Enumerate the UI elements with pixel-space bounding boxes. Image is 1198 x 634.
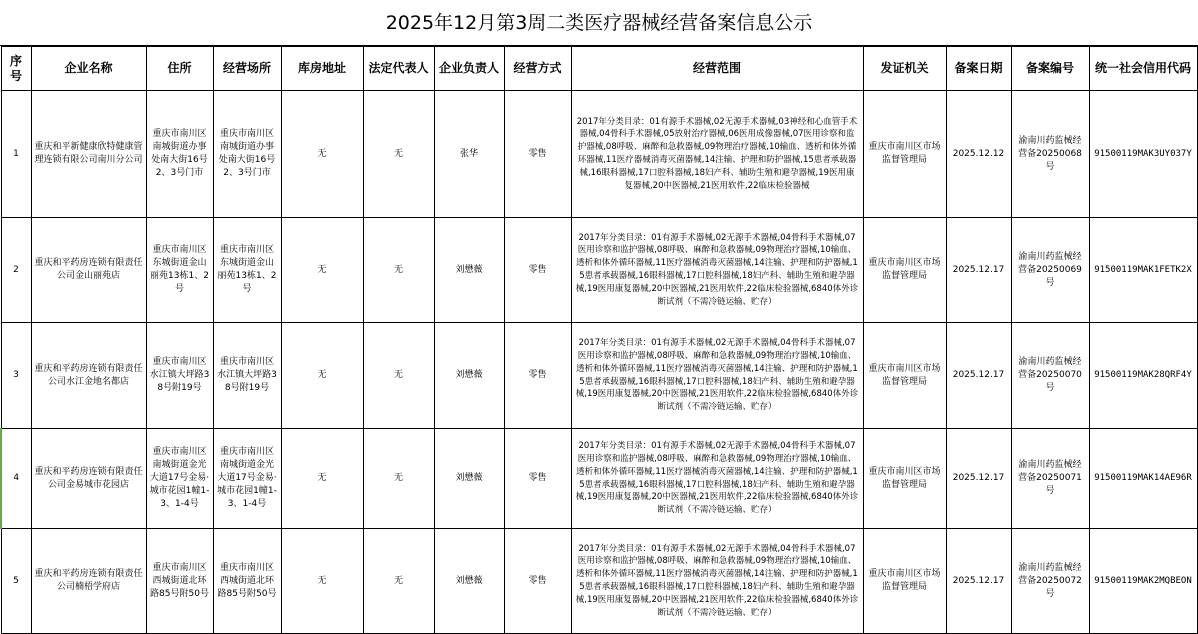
address-cell: 重庆市南川区东城街道金山丽苑13栋1、2号 (146, 218, 213, 323)
address-cell: 重庆市南川区西城街道北环路85号附50号 (146, 529, 213, 634)
warehouse-cell: 无 (281, 91, 363, 218)
header-cell: 经营范围 (571, 47, 863, 91)
header-cell: 序号 (1, 47, 31, 91)
header-cell: 经营方式 (504, 47, 571, 91)
manager-cell: 刘懋薇 (434, 529, 504, 634)
manager-cell: 张华 (434, 91, 504, 218)
company-name-cell: 重庆和平药房连锁有限责任公司水江金地名都店 (31, 323, 146, 429)
business-mode-cell: 零售 (504, 429, 571, 529)
credit-code-cell: 91500119MAK1FETK2X (1089, 218, 1197, 323)
page-title: 2025年12月第3周二类医疗器械经营备案信息公示 (0, 0, 1198, 46)
record-number-cell: 渝南川药监械经营备20250068号 (1011, 91, 1089, 218)
record-date-cell: 2025.12.17 (946, 218, 1011, 323)
record-number-cell: 渝南川药监械经营备20250070号 (1011, 323, 1089, 429)
header-cell: 住所 (146, 47, 213, 91)
record-number-cell: 渝南川药监械经营备20250069号 (1011, 218, 1089, 323)
business-site-cell: 重庆市南川区东城街道金山丽苑13栋1、2号 (213, 218, 281, 323)
record-date-cell: 2025.12.17 (946, 429, 1011, 529)
address-cell: 重庆市南川区南城街道办事处南大街16号2、3号门市 (146, 91, 213, 218)
company-name-cell: 重庆和平新健康欣特健康管理连锁有限公司南川分公司 (31, 91, 146, 218)
table-row (1, 218, 1197, 323)
record-date-cell: 2025.12.12 (946, 91, 1011, 218)
header-cell: 法定代表人 (363, 47, 434, 91)
company-name-cell: 重庆和平药房连锁有限责任公司楠梧学府店 (31, 529, 146, 634)
business-scope-cell: 2017年分类目录：01有源手术器械,02无源手术器械,04骨科手术器械,07医用诊察和监护器械,08呼吸、麻醉和急救器械,09物理治疗器械,10输血、透析和体外循环器械,11医疗器械消毒灭菌器械,14注输、护理和防护器械,15患者承载器械,16眼科器械,17口腔科器械,18妇产科、辅助生殖和避孕器械,19医用康复器械,20中医器械,21医用软件,22临床检验器械,6840体外诊断试剂（不需冷链运输、贮存） (571, 323, 863, 429)
company-name-cell: 重庆和平药房连锁有限责任公司金山丽苑店 (31, 218, 146, 323)
business-scope-cell: 2017年分类目录：01有源手术器械,02无源手术器械,03神经和心血管手术器械,04骨科手术器械,05放射治疗器械,06医用成像器械,07医用诊察和监护器械,08呼吸、麻醉和急救器械,09物理治疗器械,10输血、透析和体外循环器械,11医疗器械消毒灭菌器械,14注输、护理和防护器械,15患者承载器械,16眼科器械,17口腔科器械,18妇产科、辅助生殖和避孕器械,19医用康复器械,20中医器械,21医用软件,22临床检验器械 (571, 91, 863, 218)
record-date-cell: 2025.12.17 (946, 323, 1011, 429)
business-scope-cell: 2017年分类目录：01有源手术器械,02无源手术器械,04骨科手术器械,07医用诊察和监护器械,08呼吸、麻醉和急救器械,09物理治疗器械,10输血、透析和体外循环器械,11医疗器械消毒灭菌器械,14注输、护理和防护器械,15患者承载器械,16眼科器械,17口腔科器械,18妇产科、辅助生殖和避孕器械,19医用康复器械,20中医器械,21医用软件,22临床检验器械,6840体外诊断试剂（不需冷链运输、贮存） (571, 529, 863, 634)
header-cell: 库房地址 (281, 47, 363, 91)
header-cell: 发证机关 (863, 47, 946, 91)
business-scope-cell: 2017年分类目录：01有源手术器械,02无源手术器械,04骨科手术器械,07医用诊察和监护器械,08呼吸、麻醉和急救器械,09物理治疗器械,10输血、透析和体外循环器械,11医疗器械消毒灭菌器械,14注输、护理和防护器械,15患者承载器械,16眼科器械,17口腔科器械,18妇产科、辅助生殖和避孕器械,19医用康复器械,20中医器械,21医用软件,22临床检验器械,6840体外诊断试剂（不需冷链运输、贮存） (571, 218, 863, 323)
row-number-cell: 1 (1, 91, 31, 218)
row-number-cell: 4 (1, 429, 31, 529)
address-cell: 重庆市南川区南城街道金光大道17号金易·城市花园1幢1-3、1-4号 (146, 429, 213, 529)
warehouse-cell: 无 (281, 429, 363, 529)
record-date-cell: 2025.12.17 (946, 529, 1011, 634)
header-cell: 经营场所 (213, 47, 281, 91)
address-cell: 重庆市南川区水江镇大坪路38号附19号 (146, 323, 213, 429)
table-row (1, 529, 1197, 634)
header-cell: 企业负责人 (434, 47, 504, 91)
business-site-cell: 重庆市南川区南城街道办事处南大街16号2、3号门市 (213, 91, 281, 218)
row-number-cell: 3 (1, 323, 31, 429)
business-site-cell: 重庆市南川区水江镇大坪路38号附19号 (213, 323, 281, 429)
authority-cell: 重庆市南川区市场监督管理局 (863, 218, 946, 323)
authority-cell: 重庆市南川区市场监督管理局 (863, 529, 946, 634)
business-mode-cell: 零售 (504, 218, 571, 323)
legal-rep-cell: 无 (363, 323, 434, 429)
record-table (0, 46, 1198, 634)
business-mode-cell: 零售 (504, 323, 571, 429)
authority-cell: 重庆市南川区市场监督管理局 (863, 323, 946, 429)
authority-cell: 重庆市南川区市场监督管理局 (863, 429, 946, 529)
business-mode-cell: 零售 (504, 529, 571, 634)
legal-rep-cell: 无 (363, 429, 434, 529)
business-site-cell: 重庆市南川区西城街道北环路85号附50号 (213, 529, 281, 634)
table-row (1, 323, 1197, 429)
header-cell: 备案编号 (1011, 47, 1089, 91)
authority-cell: 重庆市南川区市场监督管理局 (863, 91, 946, 218)
credit-code-cell: 91500119MAK28QRF4Y (1089, 323, 1197, 429)
warehouse-cell: 无 (281, 323, 363, 429)
row-number-cell: 5 (1, 529, 31, 634)
business-mode-cell: 零售 (504, 91, 571, 218)
credit-code-cell: 91500119MAK3UY037Y (1089, 91, 1197, 218)
header-cell: 统一社会信用代码 (1089, 47, 1197, 91)
credit-code-cell: 91500119MAK14AE96R (1089, 429, 1197, 529)
business-site-cell: 重庆市南川区南城街道金光大道17号金易·城市花园1幢1-3、1-4号 (213, 429, 281, 529)
warehouse-cell: 无 (281, 529, 363, 634)
record-number-cell: 渝南川药监械经营备20250071号 (1011, 429, 1089, 529)
row-number-cell: 2 (1, 218, 31, 323)
business-scope-cell: 2017年分类目录：01有源手术器械,02无源手术器械,04骨科手术器械,07医用诊察和监护器械,08呼吸、麻醉和急救器械,09物理治疗器械,10输血、透析和体外循环器械,11医疗器械消毒灭菌器械,14注输、护理和防护器械,15患者承载器械,16眼科器械,17口腔科器械,18妇产科、辅助生殖和避孕器械,19医用康复器械,20中医器械,21医用软件,22临床检验器械,6840体外诊断试剂（不需冷链运输、贮存） (571, 429, 863, 529)
manager-cell: 刘懋薇 (434, 429, 504, 529)
company-name-cell: 重庆和平药房连锁有限责任公司金易城市花园店 (31, 429, 146, 529)
legal-rep-cell: 无 (363, 91, 434, 218)
legal-rep-cell: 无 (363, 218, 434, 323)
manager-cell: 刘懋薇 (434, 323, 504, 429)
record-number-cell: 渝南川药监械经营备20250072号 (1011, 529, 1089, 634)
header-row (1, 47, 1197, 91)
header-cell: 备案日期 (946, 47, 1011, 91)
table-row (1, 91, 1197, 218)
table-row (1, 429, 1197, 529)
header-cell: 企业名称 (31, 47, 146, 91)
warehouse-cell: 无 (281, 218, 363, 323)
legal-rep-cell: 无 (363, 529, 434, 634)
manager-cell: 刘懋薇 (434, 218, 504, 323)
credit-code-cell: 91500119MAK2MQBEON (1089, 529, 1197, 634)
